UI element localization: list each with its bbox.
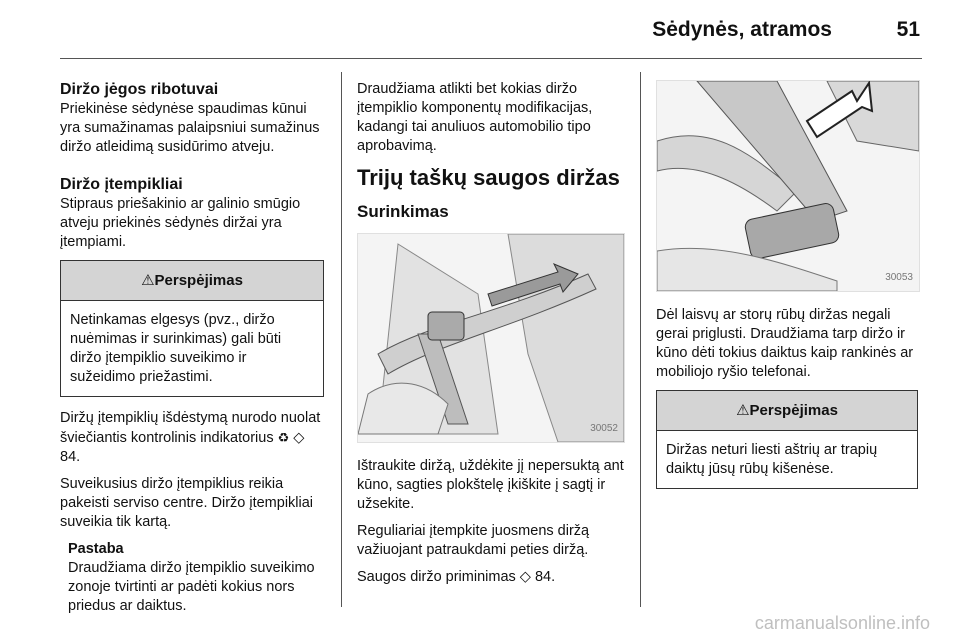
heading-force-limiter: Diržo jėgos ribotuvai (60, 81, 219, 98)
figure-clothing (656, 80, 920, 292)
warning-box (656, 390, 918, 489)
para-pull-out: Ištraukite diržą, uždėkite jį nepersuktą ant kūno, sagties plokštelę įkiškite į sagtį ir užsekite. (357, 458, 624, 512)
reminder-page-ref[interactable]: 84. (534, 569, 556, 585)
page-reference-icon: ◇ (293, 430, 305, 446)
indicator-page-ref[interactable]: 84. (60, 449, 81, 465)
warning-box (60, 260, 324, 397)
column-3 (656, 80, 918, 501)
figure-number: 30053 (885, 272, 913, 283)
seatbelt-pretensioner-indicator-icon: ♻ (277, 430, 290, 445)
warning-text: Diržas neturi liesti aštrių ar trapių daiktų jūsų rūbų kišenėse. (666, 442, 878, 477)
figure-number: 30052 (590, 423, 618, 434)
warning-header (657, 391, 917, 431)
heading-three-point-belt: Trijų taškų saugos diržas (357, 165, 620, 190)
warning-title: Perspėjimas (154, 272, 243, 289)
column-1 (60, 80, 324, 616)
page-number: 51 (896, 18, 920, 41)
warning-text: Netinkamas elgesys (pvz., diržo nuėmimas ir surinkimas) gali būti diržo įtempiklio suveikimo ir sužeidimo priežastimi. (70, 312, 282, 385)
warning-header (61, 261, 323, 301)
header-rule (60, 58, 922, 59)
heading-pretensioners: Diržo įtempikliai (60, 176, 183, 193)
warning-triangle-icon: ⚠ (141, 272, 155, 289)
warning-title: Perspėjimas (749, 402, 838, 419)
para-clothing: Dėl laisvų ar storų rūbų diržas negali gerai priglusti. Draudžiama tarp diržo ir kūno dėti tokius daiktus kaip rankinės ar mobiliojo ryšio telefonai. (656, 307, 914, 380)
note-text: Draudžiama diržo įtempiklio suveikimo zonoje tvirtinti ar padėti kokius nors priedus ar daiktus. (68, 560, 315, 614)
column-2 (357, 80, 625, 595)
section-title: Sėdynės, atramos (652, 18, 832, 41)
note-title: Pastaba (68, 541, 124, 557)
seatbelt-fastening-illustration (358, 234, 624, 442)
column-divider-1 (341, 72, 342, 607)
para-pretensioners: Stipraus priešakinio ar galinio smūgio atveju priekinės sėdynės diržai yra įtempiami. (60, 196, 301, 250)
page-reference-icon: ◇ (519, 569, 531, 585)
para-reminder (357, 568, 625, 587)
indicator-text: Diržų įtempiklių išdėstymą nurodo nuolat šviečiantis kontrolinis indikatorius (60, 410, 321, 446)
heading-fastening: Surinkimas (357, 202, 449, 221)
seatbelt-buckle-illustration (657, 81, 919, 291)
para-force-limiter: Priekinėse sėdynėse spaudimas kūnui yra sumažinamas palaipsniui sumažinus diržo atleidimą susidūrimo atveju. (60, 101, 320, 155)
para-tension: Reguliariai įtempkite juosmens diržą važiuojant patraukdami peties diržą. (357, 523, 590, 558)
para-service: Suveikusius diržo įtempiklius reikia pakeisti serviso centre. Diržo įtempikliai suveikia tik kartą. (60, 476, 314, 530)
warning-triangle-icon: ⚠ (736, 402, 750, 419)
figure-fastening (357, 233, 625, 443)
note-box (60, 540, 324, 616)
watermark: carmanualsonline.info (754, 613, 930, 633)
reminder-text: Saugos diržo priminimas (357, 569, 520, 585)
para-indicator (60, 409, 324, 467)
column-divider-2 (640, 72, 641, 607)
para-components: Draudžiama atlikti bet kokias diržo įtempiklio komponentų modifikacijas, kadangi tai anuliuos automobilio tipo aprobavimą. (357, 81, 593, 154)
